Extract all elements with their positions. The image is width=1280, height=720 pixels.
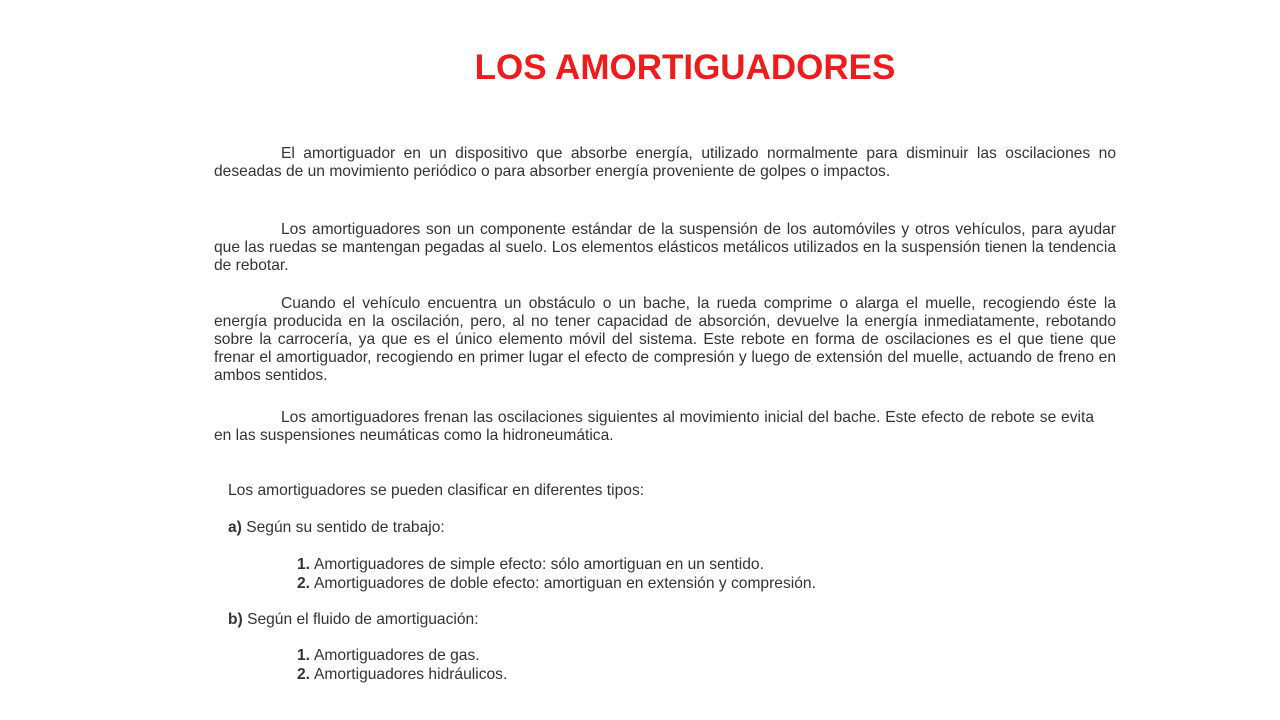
list-item-text: Amortiguadores hidráulicos.: [314, 666, 508, 683]
group-a-heading: [228, 518, 445, 537]
list-item: [297, 646, 507, 665]
list-item-number: 2.: [297, 575, 311, 592]
paragraph-obstacle: Cuando el vehículo encuentra un obstáculo o un bache, la rueda comprime o alarga el muelle, recogiendo éste la energía producida en la oscilación, pero, al no tener capacidad de absorción, devuelve la energía inmediatamente, rebotando sobre la carrocería, ya que es el único elemento móvil del sistema. Este rebote en forma de oscilaciones es el que tiene que frenar el amortiguador, recogiendo en primer lugar el efecto de compresión y luego de extensión del muelle, actuando de freno en ambos sentidos.: [214, 295, 1116, 384]
list-item-number: 1.: [297, 647, 311, 664]
list-item: [297, 555, 816, 574]
group-b-heading-text: Según el fluido de amortiguación:: [247, 611, 479, 628]
group-a-heading-text: Según su sentido de trabajo:: [246, 519, 445, 536]
list-item-number: 2.: [297, 666, 311, 683]
list-item-number: 1.: [297, 556, 311, 573]
paragraph-oscillations: Los amortiguadores frenan las oscilaciones siguientes al movimiento inicial del bache. Este efecto de rebote se evita en las suspensiones neumáticas como la hidroneumática.: [214, 409, 1094, 444]
group-b-list: [297, 646, 507, 684]
group-a-marker: a): [228, 519, 242, 536]
group-b-heading: [228, 610, 479, 629]
paragraph-definition: El amortiguador en un dispositivo que absorbe energía, utilizado normalmente para disminuir las oscilaciones no deseadas de un movimiento periódico o para absorber energía proveniente de golpes o impactos.: [214, 145, 1116, 180]
list-item: [297, 665, 507, 684]
slide-title: LOS AMORTIGUADORES: [474, 48, 896, 87]
list-item-text: Amortiguadores de gas.: [314, 647, 480, 664]
group-b-marker: b): [228, 611, 243, 628]
list-item: [297, 574, 816, 593]
group-a-list: [297, 555, 816, 593]
list-item-text: Amortiguadores de doble efecto: amortiguan en extensión y compresión.: [314, 575, 816, 592]
classification-intro: Los amortiguadores se pueden clasificar en diferentes tipos:: [228, 482, 645, 499]
list-item-text: Amortiguadores de simple efecto: sólo amortiguan en un sentido.: [314, 556, 764, 573]
paragraph-suspension: Los amortiguadores son un componente estándar de la suspensión de los automóviles y otros vehículos, para ayudar que las ruedas se mantengan pegadas al suelo. Los elementos elásticos metálicos utilizados en la suspensión tienen la tendencia de rebotar.: [214, 221, 1116, 274]
